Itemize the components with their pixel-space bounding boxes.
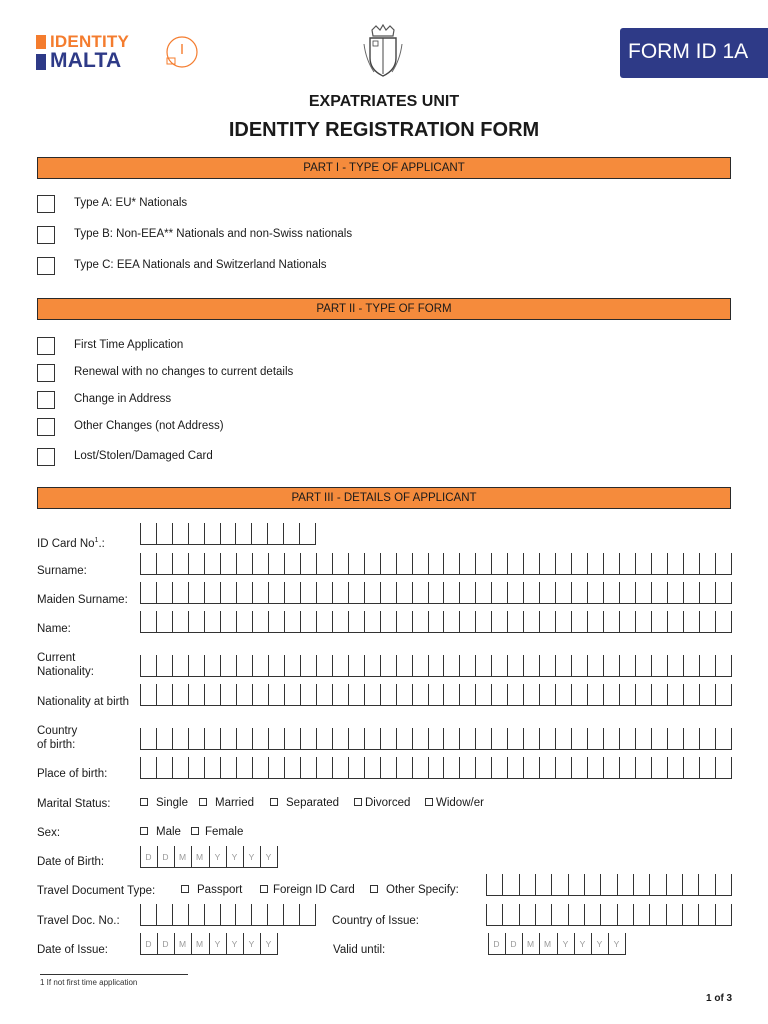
travel-doc-no-input[interactable]: [140, 904, 316, 926]
cell-grid: [486, 904, 732, 926]
checkbox[interactable]: [37, 195, 55, 213]
nationality-birth-label: Nationality at birth: [37, 696, 130, 708]
date-placeholder: M: [195, 852, 204, 862]
date-placeholder: Y: [596, 939, 603, 949]
option-label: Male: [156, 826, 181, 838]
current-nationality-label: [37, 651, 94, 679]
date-placeholder: Y: [231, 852, 238, 862]
option-label: Change in Address: [74, 393, 172, 405]
checkbox[interactable]: [181, 885, 189, 893]
page-number: 1 of 3: [706, 993, 733, 1004]
country-birth-label-line1: Country: [37, 725, 78, 737]
malta-crest-icon: [360, 24, 406, 78]
unit-heading: EXPATRIATES UNIT: [308, 93, 460, 110]
surname-input[interactable]: [140, 553, 732, 575]
option-label: Type B: Non-EEA** Nationals and non-Swiss nationals: [74, 228, 353, 240]
date-placeholder: D: [162, 852, 169, 862]
checkbox[interactable]: [37, 337, 55, 355]
date-placeholder: D: [162, 939, 169, 949]
place-birth-input[interactable]: [140, 757, 732, 779]
id-card-label-suffix: .:: [98, 537, 105, 550]
cell-grid: [140, 611, 732, 633]
checkbox[interactable]: [140, 798, 148, 806]
country-birth-label-line2: of birth:: [37, 739, 76, 751]
cell-grid: [140, 523, 316, 545]
date-placeholder: M: [543, 939, 552, 949]
checkbox[interactable]: [260, 885, 268, 893]
checkbox[interactable]: [191, 827, 199, 835]
current-nationality-input[interactable]: [140, 655, 732, 677]
valid-until-label: Valid until:: [333, 944, 386, 956]
option-label: Passport: [197, 884, 243, 896]
date-placeholder: M: [178, 939, 187, 949]
checkbox[interactable]: [140, 827, 148, 835]
checkbox[interactable]: [37, 226, 55, 244]
travel-passport-option[interactable]: [181, 884, 242, 896]
part1-heading: PART I - TYPE OF APPLICANT: [37, 157, 731, 179]
sex-label: Sex:: [37, 827, 61, 839]
footnote-text: 1 If not first time application: [40, 978, 138, 987]
country-issue-label: Country of Issue:: [332, 915, 419, 927]
travel-doc-type-label: Travel Document Type:: [37, 885, 156, 897]
part2-heading: PART II - TYPE OF FORM: [37, 298, 731, 320]
date-placeholder: D: [493, 939, 500, 949]
cell-grid: [140, 728, 732, 750]
date-issue-input[interactable]: [140, 933, 278, 955]
date-placeholder: Y: [248, 939, 255, 949]
logo-orange-bar: [36, 35, 46, 49]
date-issue-label: Date of Issue:: [37, 944, 108, 956]
travel-doc-no-label: Travel Doc. No.:: [37, 915, 120, 927]
valid-until-input[interactable]: [488, 933, 626, 955]
date-placeholder: Y: [265, 939, 272, 949]
option-label: Widow/er: [436, 797, 484, 809]
marital-married-option[interactable]: [199, 797, 254, 809]
logo-navy-bar: [36, 54, 46, 70]
current-nationality-label-line1: Current: [37, 652, 76, 664]
cell-grid: [140, 684, 732, 706]
sex-female-option[interactable]: [191, 826, 243, 838]
checkbox[interactable]: [270, 798, 278, 806]
option-label: Other Specify:: [386, 884, 459, 896]
logo-text-malta: MALTA: [50, 49, 122, 72]
footnote-divider: [40, 974, 188, 975]
maiden-surname-input[interactable]: [140, 582, 732, 604]
option-label: Lost/Stolen/Damaged Card: [74, 450, 213, 462]
name-label: Name:: [37, 623, 71, 635]
checkbox[interactable]: [37, 448, 55, 466]
date-placeholder: Y: [265, 852, 272, 862]
date-placeholder: Y: [248, 852, 255, 862]
date-placeholder: M: [195, 939, 204, 949]
option-label: Foreign ID Card: [273, 884, 355, 896]
part3-heading: PART III - DETAILS OF APPLICANT: [37, 487, 731, 509]
id-card-logo-icon: [164, 34, 200, 70]
nationality-birth-input[interactable]: [140, 684, 732, 706]
country-birth-input[interactable]: [140, 728, 732, 750]
marital-separated-option[interactable]: [270, 797, 339, 809]
travel-other-option[interactable]: [370, 884, 459, 896]
option-label: Renewal with no changes to current details: [74, 366, 294, 378]
option-label: Type A: EU* Nationals: [74, 197, 188, 209]
id-card-label: [37, 534, 105, 551]
id-card-label-text: ID Card No: [37, 537, 95, 550]
date-placeholder: Y: [231, 939, 238, 949]
current-nationality-label-line2: Nationality:: [37, 666, 94, 678]
option-label: Type C: EEA Nationals and Switzerland Nationals: [74, 259, 327, 271]
dob-input[interactable]: [140, 846, 278, 868]
date-placeholder: M: [178, 852, 187, 862]
country-issue-input[interactable]: [486, 904, 732, 926]
marital-single-option[interactable]: [140, 797, 188, 809]
date-placeholder: Y: [562, 939, 569, 949]
checkbox[interactable]: [37, 418, 55, 436]
logo-text-identity: IDENTITY: [50, 32, 130, 51]
marital-widow-option[interactable]: [425, 797, 484, 809]
identity-malta-logo: [36, 32, 206, 76]
date-placeholder: M: [526, 939, 535, 949]
cell-grid: [140, 904, 316, 926]
option-label: First Time Application: [74, 339, 184, 351]
checkbox[interactable]: [370, 885, 378, 893]
option-label: Other Changes (not Address): [74, 420, 224, 432]
checkbox[interactable]: [37, 391, 55, 409]
maiden-surname-label: Maiden Surname:: [37, 594, 128, 606]
travel-foreign-id-option[interactable]: [260, 884, 355, 896]
sex-male-option[interactable]: [140, 826, 181, 838]
form-id-badge: FORM ID 1A: [620, 28, 768, 78]
id-card-footnote-mark: 1: [94, 537, 99, 544]
option-label: Single: [156, 797, 188, 809]
checkbox[interactable]: [37, 257, 55, 275]
option-label: Female: [205, 826, 244, 838]
surname-label: Surname:: [37, 565, 87, 577]
country-birth-label: [37, 724, 77, 752]
dob-label: Date of Birth:: [37, 856, 105, 868]
date-placeholder: Y: [214, 939, 221, 949]
date-placeholder: D: [145, 852, 152, 862]
checkbox[interactable]: [199, 798, 207, 806]
marital-status-label: Marital Status:: [37, 798, 111, 810]
option-label: Married: [215, 797, 254, 809]
form-title: IDENTITY REGISTRATION FORM: [228, 119, 540, 141]
place-birth-label: Place of birth:: [37, 768, 108, 780]
date-placeholder: D: [145, 939, 152, 949]
checkbox[interactable]: [354, 798, 362, 806]
date-placeholder: D: [510, 939, 517, 949]
cell-grid: [140, 582, 732, 604]
cell-grid: [486, 874, 732, 896]
date-placeholder: Y: [579, 939, 586, 949]
checkbox[interactable]: [425, 798, 433, 806]
cell-grid: [140, 655, 732, 677]
date-placeholder: Y: [613, 939, 620, 949]
date-placeholder: Y: [214, 852, 221, 862]
marital-divorced-option[interactable]: [354, 797, 410, 809]
id-card-input[interactable]: [140, 523, 316, 545]
option-label: Separated: [286, 797, 340, 809]
cell-grid: [140, 553, 732, 575]
travel-other-specify-input[interactable]: [486, 874, 732, 896]
checkbox[interactable]: [37, 364, 55, 382]
cell-grid: [140, 757, 732, 779]
option-label: Divorced: [365, 797, 411, 809]
name-input[interactable]: [140, 611, 732, 633]
